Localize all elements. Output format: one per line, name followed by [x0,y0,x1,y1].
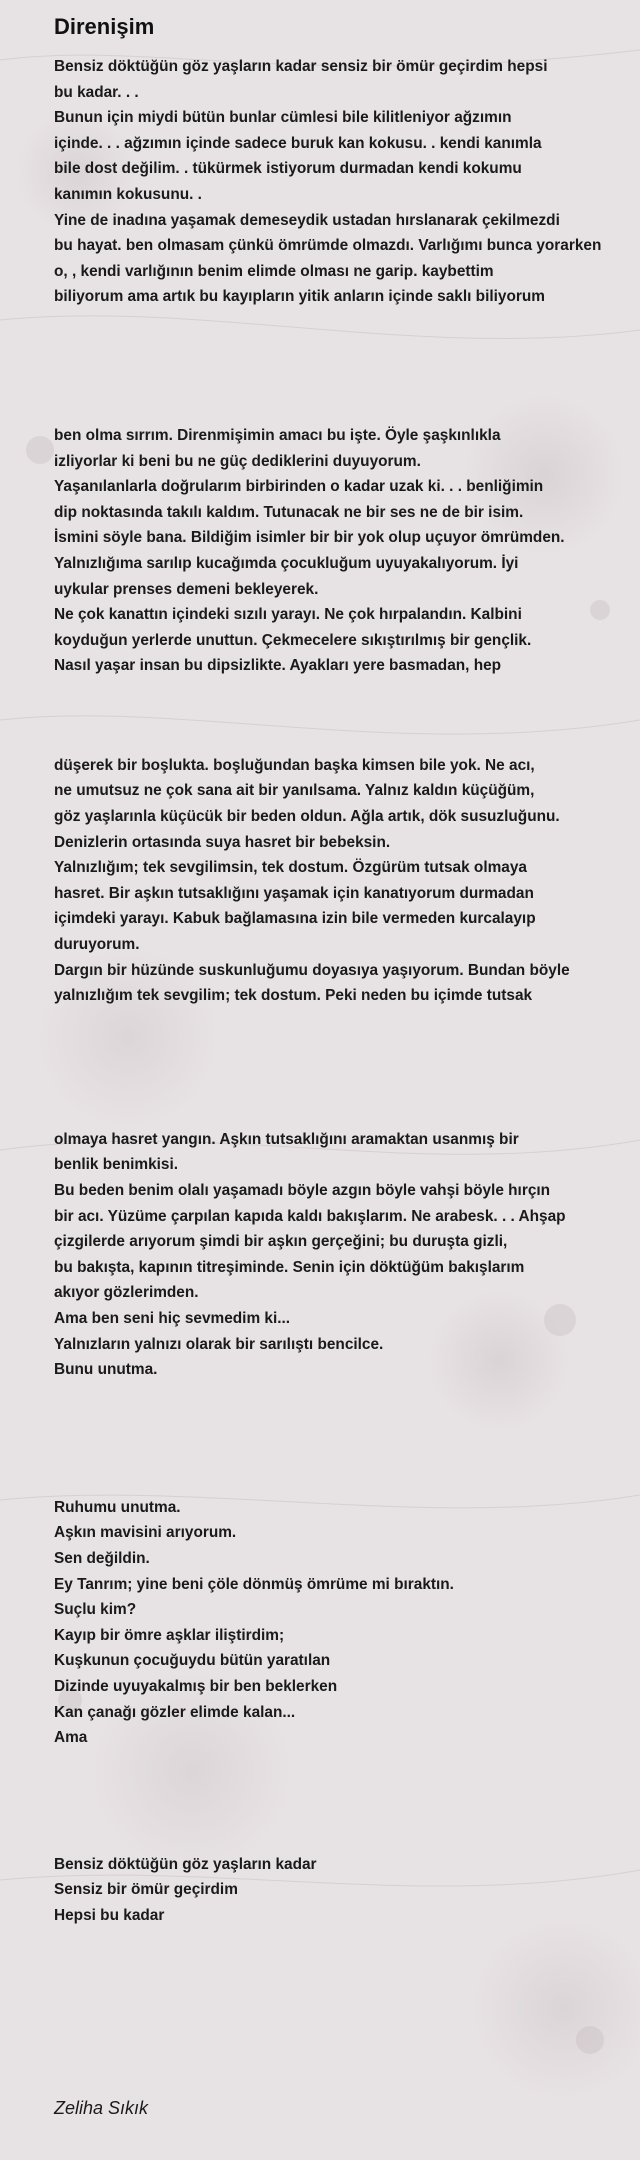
stanza-6 [54,1852,634,1929]
poem-line: koyduğun yerlerde unuttun. Çekmecelere sıkıştırılmış bir gençlik. [54,631,532,649]
poem-line: Kuşkunun çocuğuydu bütün yaratılan [54,1652,331,1670]
poem-line: çizgilerde arıyorum şimdi bir aşkın gerçeğini; bu duruşta gizli, [54,1233,508,1251]
poem-line: Sensiz bir ömür geçirdim [54,1881,238,1899]
poem-line: Yalnızlığım; tek sevgilimsin, tek dostum. Özgürüm tutsak olmaya [54,859,527,877]
poem-line: göz yaşlarınla küçücük bir beden oldun. Ağla artık, dök susuzluğunu. [54,808,560,826]
poem-line: bile dost değilim. . tükürmek istiyorum durmadan kendi kokumu [54,160,522,178]
poem-line: akıyor gözlerimden. [54,1284,199,1302]
stanza-1 [54,54,634,310]
poem-line: duruyorum. [54,936,140,954]
poem-line: Suçlu kim? [54,1601,137,1619]
poem-line: Bensiz döktüğün göz yaşların kadar sensiz bir ömür geçirdim hepsi [54,58,548,75]
poem-line: Yine de inadına yaşamak demeseydik ustadan hırslanarak çekilmezdi [54,211,560,229]
poem-line: Bunun için miydi bütün bunlar cümlesi bile kilitleniyor ağzımın [54,109,512,127]
poem-line: düşerek bir boşlukta. boşluğundan başka kimsen bile yok. Ne acı, [54,756,535,774]
poem-line: Nasıl yaşar insan bu dipsizlikte. Ayakları yere basmadan, hep [54,657,502,675]
poem-line: o, , kendi varlığının benim elimde olması ne garip. kaybettim [54,262,494,280]
poem-line: Aşkın mavisini arıyorum. [54,1524,237,1542]
poem-line: Sen değildin. [54,1549,150,1567]
poem-line: benlik benimkisi. [54,1156,179,1174]
poem-line: Kayıp bir ömre aşklar iliştirdim; [54,1626,285,1644]
poem-line: Bu beden benim olalı yaşamadı böyle azgın böyle vahşi böyle hırçın [54,1182,551,1199]
poem-line: bu hayat. ben olmasam çünkü ömrümde olmazdı. Varlığımı bunca yorarken [54,237,602,255]
poem-line: izliyorlar ki beni bu ne güç dediklerini duyuyorum. [54,452,421,470]
poem-line: bu bakışta, kapının titreşiminde. Senin için döktüğüm bakışlarım [54,1258,525,1276]
poem-line: Ey Tanrım; yine beni çöle dönmüş ömrüme mi bıraktın. [54,1575,454,1593]
poem-line: Hepsi bu kadar [54,1906,165,1924]
poem-line: ben olma sırrım. Direnmişimin amacı bu işte. Öyle şaşkınlıkla [54,426,501,444]
poem-line: Yalnızlığıma sarılıp kucağımda çocukluğum uyuyakalıyorum. İyi [54,554,519,572]
stanza-3 [54,753,634,1009]
poem-line: dip noktasında takılı kaldım. Tutunacak ne bir ses ne de bir isim. [54,503,524,521]
poem-line: ne umutsuz ne çok sana ait bir yanılsama. Yalnız kaldın küçüğüm, [54,782,535,800]
stanza-4 [54,1127,634,1383]
poem-line: Kan çanağı gözler elimde kalan... [54,1703,296,1721]
poem-line: Bunu unutma. [54,1361,158,1379]
poem-line: bu kadar. . . [54,83,139,101]
poem-line: Bensiz döktüğün göz yaşların kadar [54,1855,317,1873]
poem-line: Denizlerin ortasında suya hasret bir bebeksin. [54,833,391,851]
poem-line: Ruhumu unutma. [54,1498,181,1516]
poem-line: Dargın bir hüzünde suskunluğumu doyasıya yaşıyorum. Bundan böyle [54,961,570,979]
poem-line: Yaşanılanlarla doğrularım birbirinden o kadar uzak ki. . . benliğimin [54,478,544,496]
poem-line: biliyorum ama artık bu kayıpların yitik anların içinde saklı biliyorum [54,288,545,306]
poem-line: kanımın kokusunu. . [54,185,202,203]
poem [54,10,634,1928]
poem-line: İsmini söyle bana. Bildiğim isimler bir bir yok olup uçuyor ömrümden. [54,529,565,547]
poem-line: olmaya hasret yangın. Aşkın tutsaklığını aramaktan usanmış bir [54,1130,519,1148]
poem-line: Dizinde uyuyakalmış bir ben beklerken [54,1677,338,1695]
poem-line: Ama [54,1729,88,1747]
poem-line: Yalnızların yalnızı olarak bir sarılıştı bencilce. [54,1335,384,1353]
poem-line: içimdeki yarayı. Kabuk bağlamasına izin bile vermeden kurcalayıp [54,910,536,928]
poem-title: Direnişim [54,14,155,39]
poem-author: Zeliha Sıkık [54,2098,149,2118]
stanza-2 [54,423,634,679]
poem-line: bir acı. Yüzüme çarpılan kapıda kaldı bakışlarım. Ne arabesk. . . Ahşap [54,1207,566,1225]
poem-line: Ama ben seni hiç sevmedim ki... [54,1309,291,1327]
poem-line: hasret. Bir aşkın tutsaklığını yaşamak için kanatıyorum durmadan [54,884,534,902]
poem-line: uykular prenses demeni bekleyerek. [54,580,319,598]
poem-line: Ne çok kanattın içindeki sızılı yarayı. Ne çok hırpalandın. Kalbini [54,606,522,624]
stanza-5 [54,1495,634,1751]
poem-line: yalnızlığım tek sevgilim; tek dostum. Peki neden bu içimde tutsak [54,987,533,1005]
poem-line: içinde. . . ağzımın içinde sadece buruk kan kokusu. . kendi kanımla [54,134,542,152]
